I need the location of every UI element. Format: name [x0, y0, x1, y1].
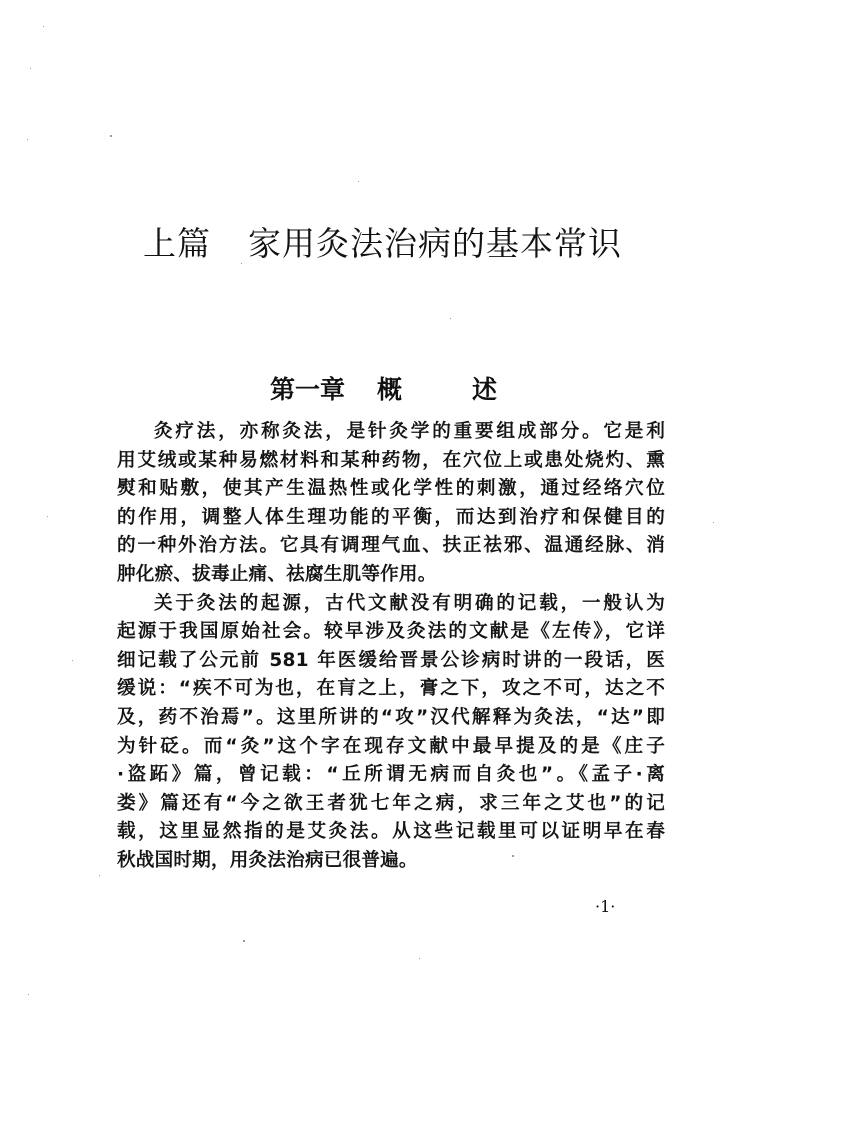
text-line: 为针砭。而“灸”这个字在现存文献中最早提及的是《庄子	[117, 735, 665, 757]
scan-speck	[27, 139, 28, 140]
text-line: 的一种外治方法。它具有调理气血、扶正祛邪、温通经脉、消	[117, 535, 665, 557]
text-line: 及，药不治焉”。这里所讲的“攻”汉代解释为灸法，“达”即	[117, 706, 665, 728]
paragraph-2	[117, 590, 665, 876]
scan-speck	[28, 994, 29, 995]
part-title-text: 家用灸法治病的基本常识	[248, 224, 622, 264]
text-line: 秋战国时期，用灸法治病已很普遍。	[117, 849, 418, 871]
scan-speck	[43, 26, 44, 27]
text-line: 娄》篇还有“今之欲王者犹七年之病，求三年之艾也”的记	[117, 792, 665, 814]
scan-speck	[419, 958, 420, 959]
page-number: ·1·	[595, 897, 616, 916]
scan-speck	[47, 516, 48, 517]
chapter-title-word-2: 述	[472, 374, 498, 404]
text-line: 起源于我国原始社会。较早涉及灸法的文献是《左传》，它详	[117, 621, 665, 643]
text-line: 载，这里显然指的是艾灸法。从这些记载里可以证明早在春	[117, 821, 665, 843]
text-line: 灸疗法，亦称灸法，是针灸学的重要组成部分。它是利	[154, 421, 665, 442]
scan-speck	[99, 875, 100, 876]
scan-speck	[243, 940, 245, 942]
chapter-title	[270, 372, 570, 408]
text-line: 用艾绒或某种易燃材料和某种药物，在穴位上或患处烧灼、熏	[117, 449, 665, 471]
text-line: 的作用，调整人体生理功能的平衡，而达到治疗和保健目的	[117, 506, 665, 528]
scan-speck	[450, 318, 451, 319]
part-label: 上篇	[143, 224, 211, 264]
scan-speck	[358, 181, 359, 182]
scan-speck	[713, 522, 714, 523]
body-text	[117, 418, 665, 876]
text-line: 细记载了公元前 581 年医缓给晋景公诊病时讲的一段话，医	[117, 649, 665, 671]
scan-speck	[30, 68, 31, 69]
text-line: 熨和贴敷，使其产生温热性或化学性的刺激，通过经络穴位	[117, 478, 665, 500]
text-line: 缓说：“疾不可为也，在肓之上，膏之下，攻之不可，达之不	[117, 678, 665, 700]
chapter-number: 第一章	[270, 374, 346, 404]
part-title	[143, 221, 663, 267]
text-line: 肿化瘀、拔毒止痛、祛腐生肌等作用。	[117, 563, 437, 585]
scan-speck	[241, 263, 242, 264]
paragraph-1	[117, 418, 665, 590]
scan-speck	[72, 660, 73, 661]
scan-speck	[110, 135, 112, 137]
chapter-title-word-1: 概	[377, 374, 403, 404]
text-line: 关于灸法的起源，古代文献没有明确的记载，一般认为	[154, 592, 665, 614]
scan-speck	[512, 855, 514, 857]
text-line: ·盗跖》篇，曾记载：“丘所谓无病而自灸也”。《孟子·离	[117, 764, 665, 786]
